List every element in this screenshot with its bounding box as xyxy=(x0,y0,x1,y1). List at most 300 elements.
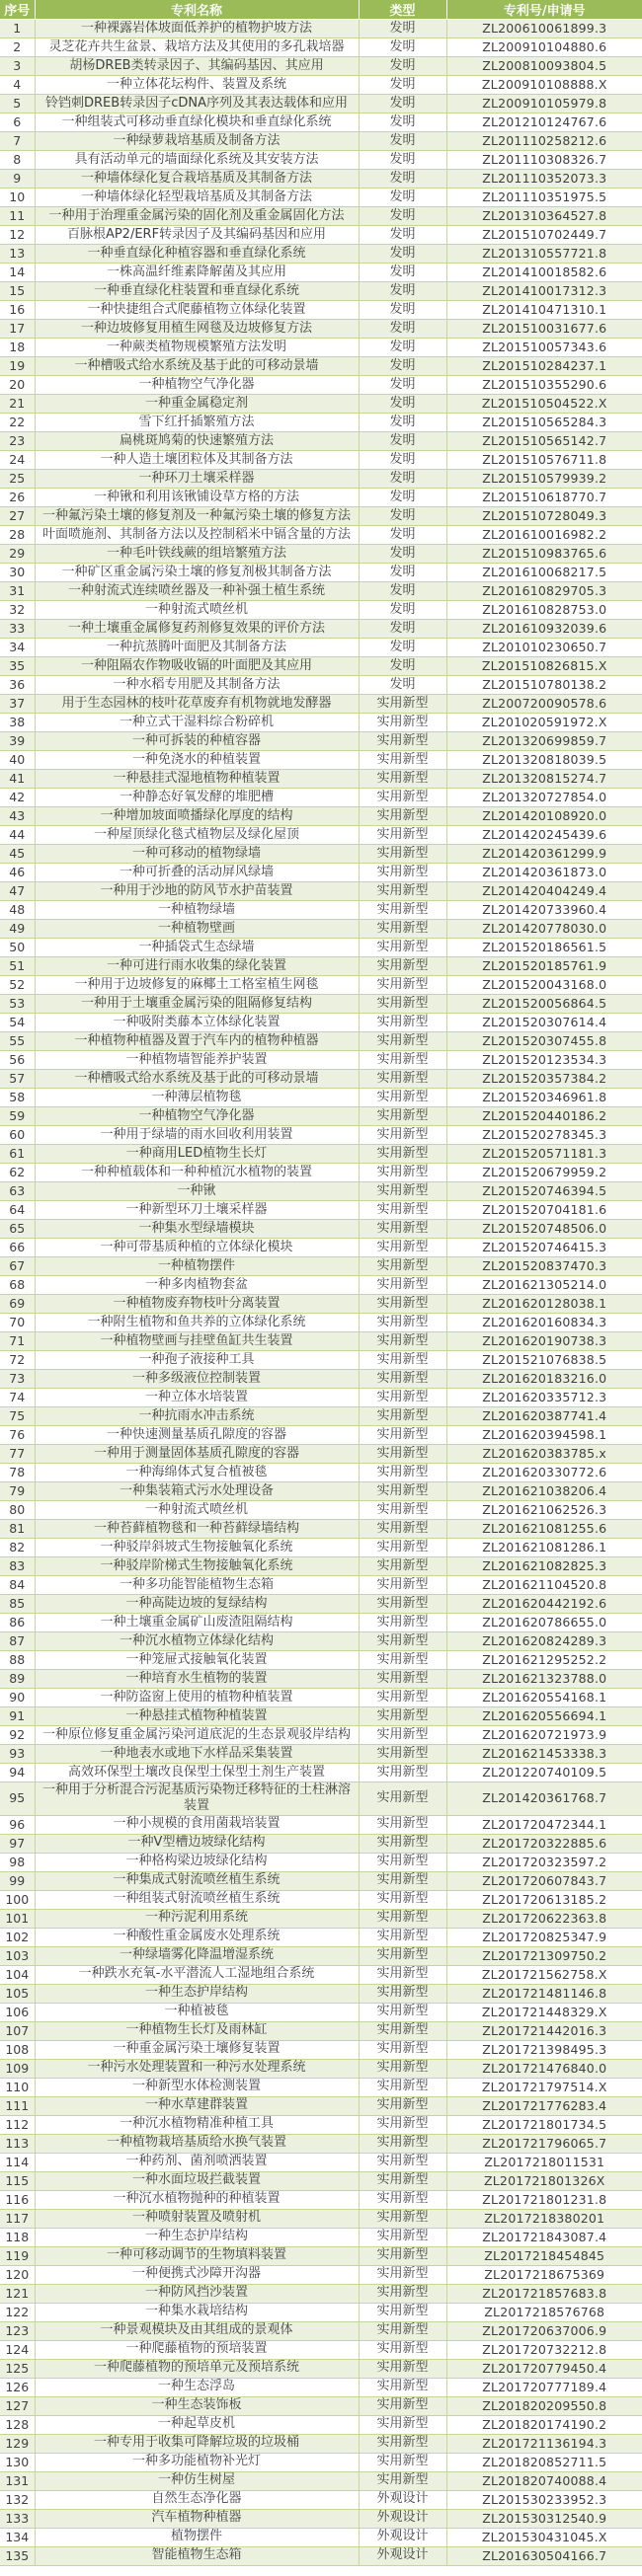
table-row xyxy=(0,395,642,414)
table-row xyxy=(0,1239,642,1257)
row-index-cell: 135 xyxy=(0,2546,35,2565)
patent-type-cell: 实用新型 xyxy=(359,2040,446,2059)
table-row xyxy=(0,582,642,601)
table-row xyxy=(0,282,642,301)
table-row xyxy=(0,2134,642,2153)
patent-name-cell: 一种多功能智能植物生态箱 xyxy=(35,1576,359,1595)
table-row xyxy=(0,2078,642,2096)
row-index-cell: 133 xyxy=(0,2509,35,2528)
patent-name-cell: 一种多功能植物补光灯 xyxy=(35,2453,359,2471)
patent-name-cell: 一种蕨类植物规模繁殖方法发明 xyxy=(35,339,359,357)
patent-type-cell: 实用新型 xyxy=(359,2171,446,2190)
table-row xyxy=(0,301,642,320)
patent-number-cell: ZL201530312540.9 xyxy=(446,2509,642,2528)
patent-type-cell: 实用新型 xyxy=(359,1182,446,1201)
table-row xyxy=(0,489,642,507)
row-index-cell: 102 xyxy=(0,1928,35,1946)
table-row xyxy=(0,1853,642,1871)
table-row xyxy=(0,1464,642,1482)
patent-number-cell: ZL201720779450.4 xyxy=(446,2359,642,2378)
table-row xyxy=(0,545,642,564)
patent-number-cell: ZL201410471310.1 xyxy=(446,301,642,320)
table-row xyxy=(0,1707,642,1726)
table-row xyxy=(0,1595,642,1614)
row-index-cell: 48 xyxy=(0,901,35,920)
patent-number-cell: ZL201620387741.4 xyxy=(446,1407,642,1426)
row-index-cell: 71 xyxy=(0,1332,35,1351)
patent-name-cell: 一种集水栽培结构 xyxy=(35,2303,359,2321)
patent-name-cell: 一种水面垃圾拦截装置 xyxy=(35,2171,359,2190)
patent-type-cell: 实用新型 xyxy=(359,920,446,939)
patent-name-cell: 一种重金属污染土壤修复装置 xyxy=(35,2040,359,2059)
patent-name-cell: 一种沉水植物立体绿化结构 xyxy=(35,1632,359,1651)
patent-type-cell: 发明 xyxy=(359,451,446,470)
table-row xyxy=(0,1051,642,1070)
table-row xyxy=(0,1332,642,1351)
patent-type-cell: 发明 xyxy=(359,282,446,301)
patent-number-cell: ZL201721562758.X xyxy=(446,1965,642,1984)
patent-type-cell: 实用新型 xyxy=(359,1871,446,1890)
table-row xyxy=(0,1539,642,1557)
row-index-cell: 86 xyxy=(0,1614,35,1632)
patent-name-cell: 一种垂直绿化柱装置和垂直绿化系统 xyxy=(35,282,359,301)
patent-number-cell: ZL201420361299.9 xyxy=(446,845,642,864)
patent-number-cell: ZL2017218576768 xyxy=(446,2303,642,2321)
row-index-cell: 63 xyxy=(0,1182,35,1201)
patent-number-cell: ZL201420361873.0 xyxy=(446,864,642,882)
patent-type-cell: 实用新型 xyxy=(359,1089,446,1107)
patent-name-cell: 雪下红扦插繁殖方法 xyxy=(35,414,359,432)
patent-number-cell: ZL201310557721.8 xyxy=(446,245,642,264)
patent-type-cell: 实用新型 xyxy=(359,2453,446,2471)
table-row xyxy=(0,1946,642,1965)
patent-number-cell: ZL201530431045.X xyxy=(446,2528,642,2546)
patent-name-cell: 一种毛叶铁线蕨的组培繁殖方法 xyxy=(35,545,359,564)
row-index-cell: 16 xyxy=(0,301,35,320)
row-index-cell: 22 xyxy=(0,414,35,432)
row-index-cell: 47 xyxy=(0,882,35,901)
row-index-cell: 110 xyxy=(0,2078,35,2096)
patent-type-cell: 实用新型 xyxy=(359,976,446,995)
patent-name-cell: 一种屋顶绿化毯式植物层及绿化屋顶 xyxy=(35,826,359,845)
patent-number-cell: ZL201410018582.6 xyxy=(446,264,642,282)
patent-type-cell: 实用新型 xyxy=(359,1295,446,1314)
patent-type-cell: 实用新型 xyxy=(359,1890,446,1909)
table-row xyxy=(0,2228,642,2246)
patent-number-cell: ZL201721796065.7 xyxy=(446,2134,642,2153)
patent-name-cell: 一种高陡边坡的复绿结构 xyxy=(35,1595,359,1614)
patent-number-cell: ZL201020591972.X xyxy=(446,714,642,732)
row-index-cell: 134 xyxy=(0,2528,35,2546)
patent-number-cell: ZL201820209550.8 xyxy=(446,2396,642,2415)
table-row xyxy=(0,1501,642,1520)
patent-number-cell: ZL201510284237.1 xyxy=(446,357,642,376)
patent-number-cell: ZL2017218380201 xyxy=(446,2209,642,2228)
table-row xyxy=(0,1257,642,1276)
row-index-cell: 12 xyxy=(0,226,35,245)
row-index-cell: 132 xyxy=(0,2490,35,2509)
table-row xyxy=(0,1928,642,1946)
patent-name-cell: 一种植物废弃物枝叶分离装置 xyxy=(35,1295,359,1314)
patent-name-cell: 一种酸性重金属废水处理系统 xyxy=(35,1928,359,1946)
patent-type-cell: 实用新型 xyxy=(359,1670,446,1689)
patent-type-cell: 发明 xyxy=(359,76,446,95)
patent-name-cell: 一种原位修复重金属污染河道底泥的生态景观驳岸结构 xyxy=(35,1726,359,1745)
table-row xyxy=(0,2453,642,2471)
patent-number-cell: ZL201621082825.3 xyxy=(446,1557,642,1576)
row-index-cell: 29 xyxy=(0,545,35,564)
patent-number-cell: ZL201721398495.3 xyxy=(446,2040,642,2059)
table-row xyxy=(0,2546,642,2565)
patent-name-cell: 一种垂直绿化种植容器和垂直绿化系统 xyxy=(35,245,359,264)
patent-type-cell: 实用新型 xyxy=(359,1689,446,1707)
row-index-cell: 55 xyxy=(0,1032,35,1051)
patent-type-cell: 实用新型 xyxy=(359,1257,446,1276)
row-index-cell: 98 xyxy=(0,1853,35,1871)
row-index-cell: 97 xyxy=(0,1834,35,1853)
patent-name-cell: 一种可带基质种植的立体绿化模块 xyxy=(35,1239,359,1257)
patent-number-cell: ZL201510579939.2 xyxy=(446,470,642,489)
patent-number-cell: ZL201510057343.6 xyxy=(446,339,642,357)
patent-type-cell: 实用新型 xyxy=(359,2246,446,2265)
header-patent-name: 专利名称 xyxy=(35,0,359,20)
row-index-cell: 76 xyxy=(0,1426,35,1445)
patent-number-cell: ZL201110308326.7 xyxy=(446,151,642,170)
table-row xyxy=(0,132,642,151)
patent-name-cell: 一种生态装饰板 xyxy=(35,2396,359,2415)
patent-number-cell: ZL201720825347.9 xyxy=(446,1928,642,1946)
patent-type-cell: 实用新型 xyxy=(359,2115,446,2134)
patent-type-cell: 实用新型 xyxy=(359,732,446,751)
patent-name-cell: 一种土壤重金属矿山废渣阻隔结构 xyxy=(35,1614,359,1632)
patent-name-cell: 一种用于治理重金属污染的固化剂及重金属固化方法 xyxy=(35,207,359,226)
patent-name-cell: 一种植物绿墙 xyxy=(35,901,359,920)
table-row xyxy=(0,95,642,114)
patent-name-cell: 一种槽吸式给水系统及基于此的可移动景墙 xyxy=(35,1070,359,1089)
patent-name-cell: 叶面喷施剂、其制备方法以及控制稻米中镉含量的方法 xyxy=(35,526,359,545)
row-index-cell: 40 xyxy=(0,751,35,770)
patent-number-cell: ZL201320727854.0 xyxy=(446,789,642,807)
table-row xyxy=(0,1871,642,1890)
patent-name-cell: 一种植物壁画与挂壁鱼缸共生装置 xyxy=(35,1332,359,1351)
row-index-cell: 109 xyxy=(0,2059,35,2078)
patent-number-cell: ZL201721776283.4 xyxy=(446,2096,642,2115)
patent-type-cell: 实用新型 xyxy=(359,1276,446,1295)
patent-name-cell: 一种起草皮机 xyxy=(35,2415,359,2434)
patent-number-cell: ZL201520357384.2 xyxy=(446,1070,642,1089)
patent-name-cell: 一种仿生树屋 xyxy=(35,2471,359,2490)
row-index-cell: 89 xyxy=(0,1670,35,1689)
patent-number-cell: ZL201530233952.3 xyxy=(446,2490,642,2509)
patent-type-cell: 实用新型 xyxy=(359,1632,446,1651)
patent-number-cell: ZL201510983765.6 xyxy=(446,545,642,564)
table-row xyxy=(0,1689,642,1707)
patent-type-cell: 实用新型 xyxy=(359,1946,446,1965)
patent-number-cell: ZL201320699859.7 xyxy=(446,732,642,751)
patent-name-cell: 一种槽吸式给水系统及基于此的可移动景墙 xyxy=(35,357,359,376)
row-index-cell: 28 xyxy=(0,526,35,545)
table-row xyxy=(0,2303,642,2321)
row-index-cell: 9 xyxy=(0,170,35,189)
patent-type-cell: 实用新型 xyxy=(359,2321,446,2340)
row-index-cell: 38 xyxy=(0,714,35,732)
patent-type-cell: 发明 xyxy=(359,639,446,657)
patent-number-cell: ZL201420778030.0 xyxy=(446,920,642,939)
patent-type-cell: 实用新型 xyxy=(359,1314,446,1332)
patent-number-cell: ZL201010230650.7 xyxy=(446,639,642,657)
row-index-cell: 57 xyxy=(0,1070,35,1089)
row-index-cell: 123 xyxy=(0,2321,35,2340)
table-row xyxy=(0,376,642,395)
table-row xyxy=(0,901,642,920)
patent-number-cell: ZL201721136194.3 xyxy=(446,2434,642,2453)
row-index-cell: 106 xyxy=(0,2003,35,2021)
table-row xyxy=(0,1182,642,1201)
patent-type-cell: 实用新型 xyxy=(359,1239,446,1257)
patent-name-cell: 一种V型槽边坡绿化结构 xyxy=(35,1834,359,1853)
table-row xyxy=(0,1764,642,1782)
patent-name-cell: 一种植物壁画 xyxy=(35,920,359,939)
row-index-cell: 93 xyxy=(0,1745,35,1764)
patent-number-cell: ZL201510565142.7 xyxy=(446,432,642,451)
patent-name-cell: 一种可移动调节的生物填料装置 xyxy=(35,2246,359,2265)
patent-number-cell: ZL201820174190.2 xyxy=(446,2415,642,2434)
patent-type-cell: 发明 xyxy=(359,620,446,639)
patent-type-cell: 实用新型 xyxy=(359,2303,446,2321)
patent-type-cell: 发明 xyxy=(359,245,446,264)
patent-number-cell: ZL201620442192.6 xyxy=(446,1595,642,1614)
patent-name-cell: 一种用于边坡修复的麻椰土工格室植生网毯 xyxy=(35,976,359,995)
row-index-cell: 11 xyxy=(0,207,35,226)
patent-number-cell: ZL201621081286.1 xyxy=(446,1539,642,1557)
patent-type-cell: 发明 xyxy=(359,545,446,564)
row-index-cell: 87 xyxy=(0,1632,35,1651)
table-row xyxy=(0,2021,642,2040)
patent-number-cell: ZL201520679959.2 xyxy=(446,1164,642,1182)
row-index-cell: 68 xyxy=(0,1276,35,1295)
table-row xyxy=(0,1984,642,2003)
patent-type-cell: 实用新型 xyxy=(359,1464,446,1482)
row-index-cell: 116 xyxy=(0,2190,35,2209)
row-index-cell: 43 xyxy=(0,807,35,826)
table-row xyxy=(0,2471,642,2490)
table-row xyxy=(0,1614,642,1632)
patent-type-cell: 实用新型 xyxy=(359,1070,446,1089)
table-row xyxy=(0,789,642,807)
patent-number-cell: ZL201620183216.0 xyxy=(446,1370,642,1389)
patent-type-cell: 发明 xyxy=(359,226,446,245)
row-index-cell: 6 xyxy=(0,114,35,132)
patent-name-cell: 一种增加坡面喷播绿化厚度的结构 xyxy=(35,807,359,826)
patent-number-cell: ZL201520837470.3 xyxy=(446,1257,642,1276)
table-row xyxy=(0,939,642,957)
patent-type-cell: 发明 xyxy=(359,38,446,57)
patent-number-cell: ZL201720732212.8 xyxy=(446,2340,642,2359)
row-index-cell: 124 xyxy=(0,2340,35,2359)
patent-name-cell: 一种沉水植物精准种植工具 xyxy=(35,2115,359,2134)
row-index-cell: 39 xyxy=(0,732,35,751)
table-row xyxy=(0,170,642,189)
patent-name-cell: 一种便携式沙障开沟器 xyxy=(35,2265,359,2284)
patent-number-cell: ZL2017218011531 xyxy=(446,2153,642,2171)
patent-number-cell: ZL201620160834.3 xyxy=(446,1314,642,1332)
row-index-cell: 111 xyxy=(0,2096,35,2115)
table-row xyxy=(0,2321,642,2340)
table-row xyxy=(0,451,642,470)
patent-name-cell: 一种悬挂式植物种植装置 xyxy=(35,1707,359,1726)
table-row xyxy=(0,1576,642,1595)
table-row xyxy=(0,432,642,451)
table-row xyxy=(0,995,642,1014)
table-row xyxy=(0,1126,642,1145)
patent-number-cell: ZL201520571181.3 xyxy=(446,1145,642,1164)
patent-type-cell: 发明 xyxy=(359,470,446,489)
table-row xyxy=(0,620,642,639)
patent-number-cell: ZL201520043168.0 xyxy=(446,976,642,995)
patent-number-cell: ZL201420108920.0 xyxy=(446,807,642,826)
table-row xyxy=(0,526,642,545)
patent-number-cell: ZL201620786655.0 xyxy=(446,1614,642,1632)
patent-type-cell: 实用新型 xyxy=(359,1389,446,1407)
row-index-cell: 114 xyxy=(0,2153,35,2171)
patent-type-cell: 实用新型 xyxy=(359,1445,446,1464)
patent-type-cell: 实用新型 xyxy=(359,1351,446,1370)
patent-name-cell: 一种集成式射流喷丝植生系统 xyxy=(35,1871,359,1890)
patent-name-cell: 一种孢子液接种工具 xyxy=(35,1351,359,1370)
table-row xyxy=(0,226,642,245)
patent-name-cell: 汽车植物种植器 xyxy=(35,2509,359,2528)
patent-number-cell: ZL201720322885.6 xyxy=(446,1834,642,1853)
patent-type-cell: 实用新型 xyxy=(359,2021,446,2040)
patent-type-cell: 实用新型 xyxy=(359,1984,446,2003)
patent-number-cell: ZL201420733960.4 xyxy=(446,901,642,920)
patent-number-cell: ZL201620335712.3 xyxy=(446,1389,642,1407)
patent-name-cell: 自然生态净化器 xyxy=(35,2490,359,2509)
table-row xyxy=(0,1032,642,1051)
patent-type-cell: 实用新型 xyxy=(359,1407,446,1426)
row-index-cell: 105 xyxy=(0,1984,35,2003)
patent-type-cell: 发明 xyxy=(359,432,446,451)
table-row xyxy=(0,1426,642,1445)
row-index-cell: 19 xyxy=(0,357,35,376)
patent-type-cell: 实用新型 xyxy=(359,1726,446,1745)
patent-number-cell: ZL201520746415.3 xyxy=(446,1239,642,1257)
patent-number-cell: ZL201620554168.1 xyxy=(446,1689,642,1707)
patent-type-cell: 实用新型 xyxy=(359,2284,446,2303)
patent-number-cell: ZL201410017312.3 xyxy=(446,282,642,301)
patent-name-cell: 一种悬挂式湿地植物种植装置 xyxy=(35,770,359,789)
patent-name-cell: 一种组装式可移动垂直绿化模块和垂直绿化系统 xyxy=(35,114,359,132)
patent-name-cell: 一种海绵体式复合植被毯 xyxy=(35,1464,359,1482)
row-index-cell: 30 xyxy=(0,564,35,582)
patent-type-cell: 实用新型 xyxy=(359,826,446,845)
patent-name-cell: 百脉根AP2/ERF转录因子及其编码基因和应用 xyxy=(35,226,359,245)
row-index-cell: 67 xyxy=(0,1257,35,1276)
patent-name-cell: 一种多肉植物套盆 xyxy=(35,1276,359,1295)
patent-name-cell: 一种静态好氧发酵的堆肥槽 xyxy=(35,789,359,807)
table-row xyxy=(0,1670,642,1689)
patent-type-cell: 实用新型 xyxy=(359,1745,446,1764)
row-index-cell: 5 xyxy=(0,95,35,114)
row-index-cell: 101 xyxy=(0,1909,35,1928)
row-index-cell: 10 xyxy=(0,189,35,207)
patent-type-cell: 外观设计 xyxy=(359,2546,446,2565)
table-row xyxy=(0,639,642,657)
patent-number-cell: ZL201720613185.2 xyxy=(446,1890,642,1909)
patent-type-cell: 实用新型 xyxy=(359,1426,446,1445)
table-row xyxy=(0,1726,642,1745)
table-row xyxy=(0,1276,642,1295)
patent-type-cell: 发明 xyxy=(359,657,446,676)
patent-number-cell: ZL201520748506.0 xyxy=(446,1220,642,1239)
patent-number-cell: ZL201610932039.6 xyxy=(446,620,642,639)
patent-type-cell: 实用新型 xyxy=(359,2209,446,2228)
patent-number-cell: ZL201320818039.5 xyxy=(446,751,642,770)
patent-type-cell: 实用新型 xyxy=(359,1051,446,1070)
row-index-cell: 72 xyxy=(0,1351,35,1370)
row-index-cell: 61 xyxy=(0,1145,35,1164)
table-row xyxy=(0,976,642,995)
patent-number-cell: ZL2017218675369 xyxy=(446,2265,642,2284)
table-row xyxy=(0,601,642,620)
patent-type-cell: 实用新型 xyxy=(359,2434,446,2453)
row-index-cell: 121 xyxy=(0,2284,35,2303)
row-index-cell: 92 xyxy=(0,1726,35,1745)
row-index-cell: 82 xyxy=(0,1539,35,1557)
table-row xyxy=(0,564,642,582)
row-index-cell: 17 xyxy=(0,320,35,339)
patent-number-cell: ZL201510728049.3 xyxy=(446,507,642,526)
patent-number-cell: ZL201621295252.2 xyxy=(446,1651,642,1670)
patent-number-cell: ZL201510780138.2 xyxy=(446,676,642,695)
table-row xyxy=(0,1520,642,1539)
table-row xyxy=(0,414,642,432)
patent-type-cell: 实用新型 xyxy=(359,2153,446,2171)
patent-number-cell: ZL200810093804.5 xyxy=(446,57,642,76)
patent-type-cell: 外观设计 xyxy=(359,2509,446,2528)
row-index-cell: 62 xyxy=(0,1164,35,1182)
patent-name-cell: 一种生态护岸结构 xyxy=(35,1984,359,2003)
patent-type-cell: 实用新型 xyxy=(359,1520,446,1539)
patent-number-cell: ZL201520123534.3 xyxy=(446,1051,642,1070)
table-row xyxy=(0,2059,642,2078)
table-row xyxy=(0,320,642,339)
table-row xyxy=(0,1834,642,1853)
row-index-cell: 59 xyxy=(0,1107,35,1126)
table-row xyxy=(0,2246,642,2265)
patent-number-cell: ZL201721843087.4 xyxy=(446,2228,642,2246)
table-row xyxy=(0,1220,642,1239)
patent-name-cell: 一种集装箱式污水处理设备 xyxy=(35,1482,359,1501)
patent-name-cell: 一种薄层植物毯 xyxy=(35,1089,359,1107)
patent-type-cell: 发明 xyxy=(359,357,446,376)
patent-number-cell: ZL201510355290.6 xyxy=(446,376,642,395)
table-row xyxy=(0,1014,642,1032)
patent-type-cell: 实用新型 xyxy=(359,1539,446,1557)
table-row xyxy=(0,76,642,95)
patent-number-cell: ZL201620394598.1 xyxy=(446,1426,642,1445)
patent-type-cell: 发明 xyxy=(359,339,446,357)
patent-type-cell: 发明 xyxy=(359,526,446,545)
table-row xyxy=(0,845,642,864)
table-row xyxy=(0,732,642,751)
patent-type-cell: 实用新型 xyxy=(359,2396,446,2415)
patent-number-cell: ZL201620128038.1 xyxy=(446,1295,642,1314)
row-index-cell: 90 xyxy=(0,1689,35,1707)
row-index-cell: 127 xyxy=(0,2396,35,2415)
patent-type-cell: 发明 xyxy=(359,582,446,601)
patent-name-cell: 一种驳岸斜坡式生物接触氧化系统 xyxy=(35,1539,359,1557)
